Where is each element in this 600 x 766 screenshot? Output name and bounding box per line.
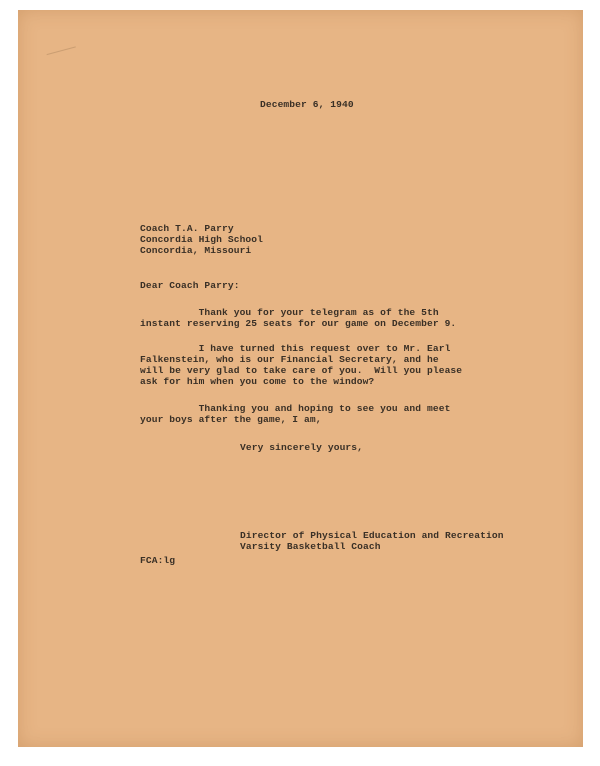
paragraph-line: ask for him when you come to the window? [140, 376, 375, 387]
paragraph-line: Thanking you and hoping to see you and meet [140, 403, 451, 414]
recipient-address [140, 223, 263, 256]
signature-title-line: Varsity Basketball Coach [240, 541, 381, 552]
recipient-school: Concordia High School [140, 234, 264, 245]
paragraph-2 [140, 343, 462, 387]
closing: Very sincerely yours, [240, 442, 364, 453]
paper-mark [47, 46, 80, 68]
signature-title-line: Director of Physical Education and Recreation [240, 530, 504, 541]
letter-date: December 6, 1940 [260, 99, 354, 110]
signature-title [240, 530, 504, 552]
letter-page [18, 10, 583, 747]
recipient-name: Coach T.A. Parry [140, 223, 234, 234]
paragraph-line: your boys after the game, I am, [140, 414, 322, 425]
paragraph-line: instant reserving 25 seats for our game on December 9. [140, 318, 457, 329]
salutation: Dear Coach Parry: [140, 280, 240, 291]
recipient-city: Concordia, Missouri [140, 245, 252, 256]
paragraph-3 [140, 403, 450, 425]
paragraph-line: Falkenstein, who is our Financial Secretary, and he [140, 354, 439, 365]
paragraph-line: Thank you for your telegram as of the 5th [140, 307, 439, 318]
paragraph-line: I have turned this request over to Mr. Earl [140, 343, 451, 354]
paragraph-line: will be very glad to take care of you. Will you please [140, 365, 463, 376]
paragraph-1 [140, 307, 456, 329]
typist-initials: FCA:lg [140, 555, 176, 566]
